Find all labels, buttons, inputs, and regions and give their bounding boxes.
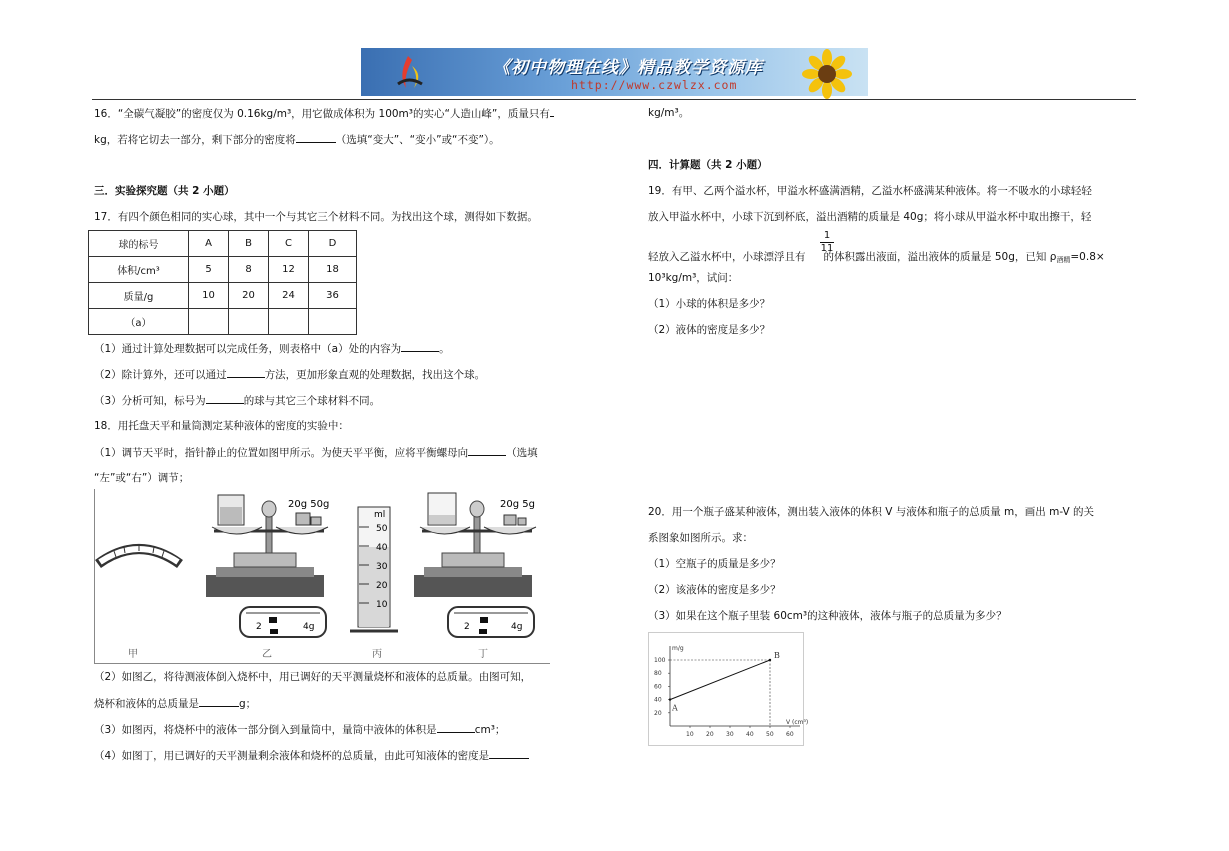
cylinder-tick-30: 30 (376, 562, 388, 572)
table-cell (189, 309, 229, 335)
q18-part1: （1）调节天平时，指针静止的位置如图甲所示。为使天平平衡，应将平衡螺母向 （选填 (94, 447, 538, 459)
table-cell: 体积/cm³ (89, 257, 189, 283)
table-header-cell: D (309, 231, 357, 257)
pointer-dial (98, 545, 180, 564)
q19-line1: 19．有甲、乙两个溢水杯，甲溢水杯盛满酒精，乙溢水杯盛满某种液体。将一不吸水的小球轻轻 (648, 185, 1092, 197)
site-logo-icon (394, 54, 424, 90)
cylinder-unit: ml (374, 510, 386, 520)
sunflower-icon (790, 48, 864, 96)
q18-part2-line2: 烧杯和液体的总质量是 g； (94, 698, 257, 710)
q16-line1: 16．“全碳气凝胶”的密度仅为 0.16kg/m³，用它做成体积为 100m³的实心“人造山峰”，质量只有 (94, 106, 554, 121)
table-cell: 18 (309, 257, 357, 283)
x-axis-label: V (cm³) (786, 719, 809, 726)
q17-part2: （2）除计算外，还可以通过 方法，更加形象直观的处理数据，找出这个球。 (94, 369, 486, 381)
scale-tick-2: 2 (464, 622, 470, 632)
y-tick-label: 80 (654, 670, 662, 678)
y-tick-label: 20 (654, 709, 662, 717)
table-header-cell: 球的标号 (89, 231, 189, 257)
figure-label-bing: 丙 (372, 649, 382, 660)
table-cell: （a） (89, 309, 189, 335)
q18-stem: 18．用托盘天平和量筒测定某种液体的密度的实验中： (94, 420, 349, 432)
table-header-cell: B (229, 231, 269, 257)
data-point (669, 698, 671, 700)
table-cell (309, 309, 357, 335)
table-cell: 24 (269, 283, 309, 309)
cylinder-tick-50: 50 (376, 524, 388, 534)
q19-line2: 放入甲溢水杯中，小球下沉到杯底，溢出酒精的质量是 40g；将小球从甲溢水杯中取出擦干，轻 (648, 211, 1092, 223)
balance-ding (414, 493, 536, 637)
weights-label-ding: 20g 5g (500, 499, 535, 510)
table-cell: 8 (229, 257, 269, 283)
banner-url: http://www.czwlzx.com (571, 78, 738, 92)
q17-stem: 17．有四个颜色相同的实心球，其中一个与其它三个材料不同。为找出这个球，测得如下数据。 (94, 211, 538, 223)
figure-label-yi: 乙 (262, 649, 272, 660)
q20-part2: （2）该液体的密度是多少？ (648, 584, 781, 596)
q19-line3: 轻放入乙溢水杯中，小球漂浮且有 的体积露出液面，溢出液体的质量是 50g，已知 $\rho_{酒精}=0.8\times$ (648, 251, 1105, 264)
q18-part3: （3）如图丙，将烧杯中的液体一部分倒入到量筒中，量筒中液体的体积是 cm³； (94, 724, 506, 736)
figure-label-jia: 甲 (128, 649, 138, 660)
q20-part3: （3）如果在这个瓶子里装 60cm³的这种液体，液体与瓶子的总质量为多少？ (648, 610, 1007, 622)
table-row (89, 309, 357, 335)
y-axis-label: m/g (672, 645, 684, 652)
table-cell: 10 (189, 283, 229, 309)
q20-line1: 20．用一个瓶子盛某种液体，测出装入液体的体积 V 与液体和瓶子的总质量 m，画出 m-V 的关 (648, 506, 1095, 518)
x-tick-label: 20 (706, 731, 714, 738)
mv-chart (648, 632, 809, 746)
table-cell: 36 (309, 283, 357, 309)
data-table (88, 230, 357, 335)
data-point (769, 659, 771, 661)
header-rule (92, 99, 1136, 100)
q19-part1: （1）小球的体积是多少？ (648, 298, 771, 310)
x-tick-label: 40 (746, 731, 754, 738)
scale-tick-1: 2 (256, 622, 262, 632)
table-cell: 质量/g (89, 283, 189, 309)
point-label: A (672, 703, 678, 713)
q18-part2-line1: （2）如图乙，将待测液体倒入烧杯中，用已调好的天平测量烧杯和液体的总质量。由图可知， (94, 671, 532, 683)
figure-label-ding: 丁 (478, 649, 488, 660)
cylinder-tick-10: 10 (376, 600, 388, 610)
table-header-cell: A (189, 231, 229, 257)
q19-line4: 10³kg/m³，试问： (648, 272, 739, 284)
table-cell (269, 309, 309, 335)
cylinder-tick-20: 20 (376, 581, 388, 591)
q16-line2: kg，若将它切去一部分，剩下部分的密度将 （选填“变大”、“变小”或“不变”）。 (94, 134, 500, 146)
table-header-cell: C (269, 231, 309, 257)
scale-tick-4g: 4g (303, 622, 315, 632)
table-cell: 20 (229, 283, 269, 309)
x-tick-label: 50 (766, 731, 774, 738)
q18-part4: （4）如图丁，用已调好的天平测量剩余液体和烧杯的总质量，由此可知液体的密度是 (94, 748, 529, 763)
q20-line2: 系图象如图所示。求： (648, 532, 753, 544)
y-tick-label: 60 (654, 683, 662, 691)
header-banner (361, 48, 868, 96)
y-tick-label: 100 (654, 657, 666, 664)
x-tick-label: 60 (786, 731, 794, 738)
measuring-cylinder (350, 507, 398, 631)
q19-part2: （2）液体的密度是多少？ (648, 324, 771, 336)
x-tick-label: 10 (686, 731, 694, 738)
cylinder-tick-40: 40 (376, 543, 388, 553)
table-cell: 12 (269, 257, 309, 283)
table-cell: 5 (189, 257, 229, 283)
point-label: B (774, 651, 780, 660)
balance-yi (206, 495, 329, 637)
section-4-title: 四．计算题（共 2 小题） (648, 159, 768, 171)
y-tick-label: 40 (654, 696, 662, 704)
experiment-figure (94, 489, 550, 664)
q16-continuation: kg/m³。 (648, 107, 690, 119)
scale-tick-4g-ding: 4g (511, 622, 523, 632)
section-3-title: 三．实验探究题（共 2 小题） (94, 185, 235, 197)
fraction-one-eleventh: $\frac{1}{11}$ (820, 230, 834, 254)
table-row (89, 283, 357, 309)
q17-part3: （3）分析可知，标号为 的球与其它三个球材料不同。 (94, 395, 381, 407)
weights-label-yi: 20g 50g (288, 499, 330, 510)
q20-part1: （1）空瓶子的质量是多少？ (648, 558, 781, 570)
q18-part1-cont: “左”或“右”）调节； (94, 472, 190, 484)
table-row (89, 257, 357, 283)
x-tick-label: 30 (726, 731, 734, 738)
table-cell (229, 309, 269, 335)
q17-part1: （1）通过计算处理数据可以完成任务，则表格中（a）处的内容为 。 (94, 343, 450, 355)
banner-title: 《初中物理在线》精品教学资源库 (493, 58, 763, 78)
table-header-row (89, 231, 357, 257)
